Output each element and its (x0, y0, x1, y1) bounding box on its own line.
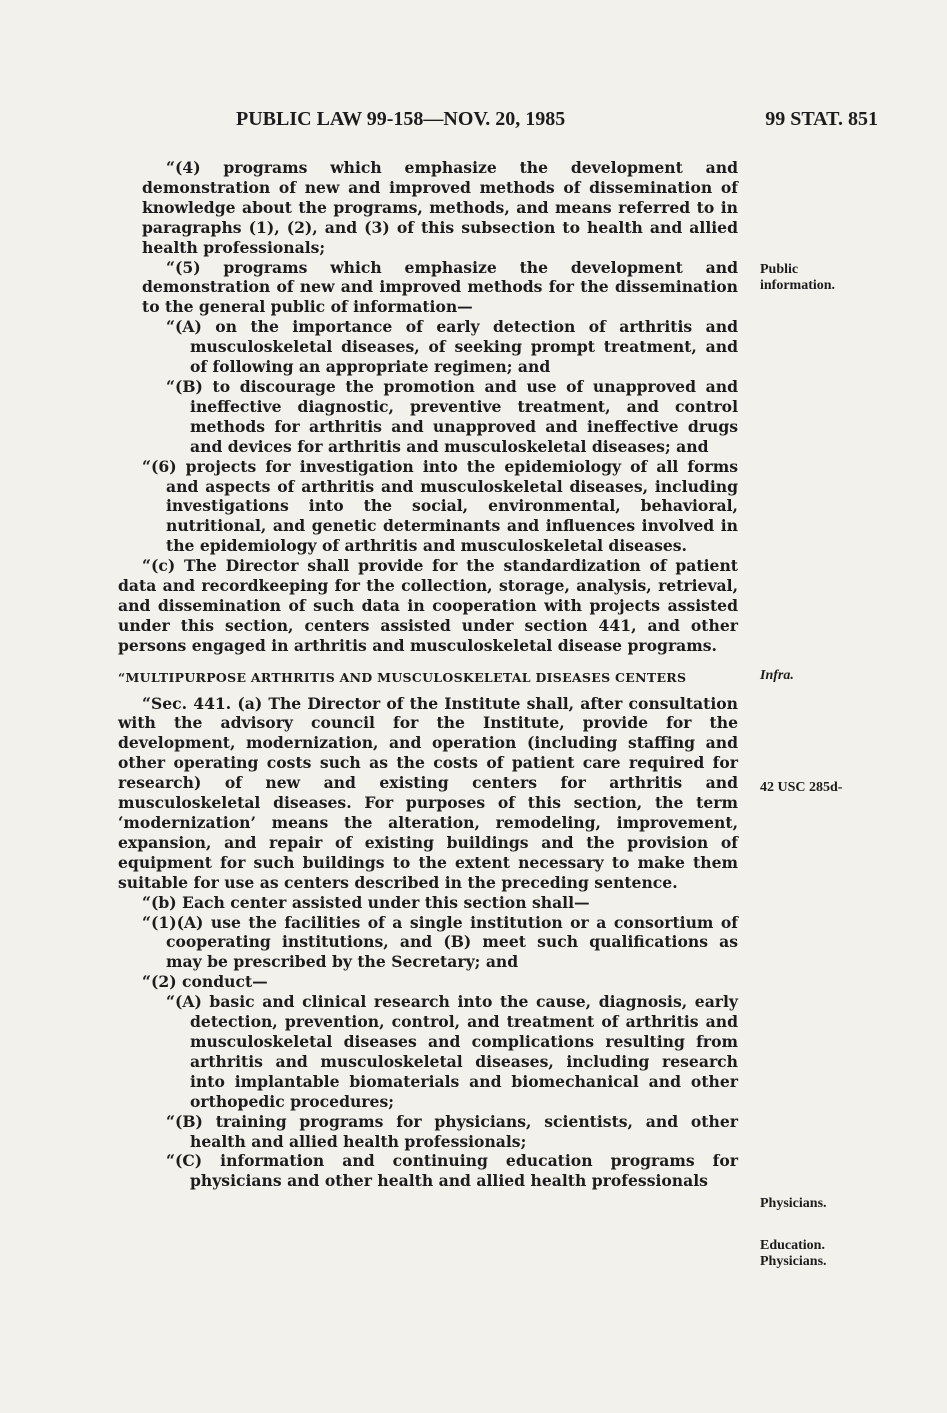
header-title: PUBLIC LAW 99-158—NOV. 20, 1985 (236, 108, 566, 130)
header-page-number: 99 STAT. 851 (765, 108, 878, 130)
section-441: “Sec. 441. (a) The Director of the Institute shall, after consultation with the advisory council for the Institute, provide for the development, modernization, and operation (including staffing and other operating costs such as the costs of patient care required for research) of new and existing centers for arthritis and musculoskeletal diseases. For purposes of this section, the term ‘modernization’ means the alteration, remodeling, improvement, expansion, and repair of existing buildings and the provision of equipment for such buildings to the extent necessary to make them suitable for use as centers described in the preceding sentence. (118, 693, 738, 892)
paragraph-4: “(4) programs which emphasize the development and demonstration of new and improved methods of dissemination of knowledge about the programs, methods, and means referred to in paragraphs (1), (2), and (3) of this subsection to health and allied health professionals; (142, 158, 738, 257)
margin-note-education: Education. Physicians. (760, 1238, 827, 1269)
paragraph-5: “(5) programs which emphasize the development and demonstration of new and improved methods for the dissemination to the general public of information— (142, 257, 738, 317)
paragraph-b1: “(1)(A) use the facilities of a single institution or a consortium of cooperating institutions, and (B) meet such qualifications as may be prescribed by the Secretary; and (142, 912, 738, 972)
paragraph-b2C: “(C) information and continuing education programs for physicians and other health and allied health professionals (166, 1151, 738, 1191)
page-header (236, 108, 878, 134)
margin-note-physicians: Physicians. (760, 1196, 827, 1211)
paragraph-5B: “(B) to discourage the promotion and use of unapproved and ineffective diagnostic, preventive treatment, and control methods for arthritis and unapproved and ineffective drugs and devices for arthritis and musculoskeletal diseases; and (166, 376, 738, 456)
margin-note-infra: Infra. (760, 668, 794, 683)
paragraph-5A: “(A) on the importance of early detection of arthritis and musculoskeletal diseases, of seeking prompt treatment, and of following an appropriate regimen; and (166, 317, 738, 377)
paragraph-6: “(6) projects for investigation into the epidemiology of all forms and aspects of arthritis and musculoskeletal diseases, including investigations into the social, environmental, behavioral, nutritional, and genetic determinants and influences involved in the epidemiology of arthritis and musculoskeletal diseases. (142, 456, 738, 556)
margin-note-public-information: Public information. (760, 262, 836, 293)
margin-note-usc: 42 USC 285d- (760, 780, 843, 795)
document-body (118, 158, 738, 1191)
section-caption: “MULTIPURPOSE ARTHRITIS AND MUSCULOSKELETAL DISEASES CENTERS (118, 669, 687, 685)
paragraph-b2B: “(B) training programs for physicians, scientists, and other health and allied health professionals; (166, 1111, 738, 1151)
paragraph-b: “(b) Each center assisted under this section shall— (142, 892, 590, 912)
paragraph-b2A: “(A) basic and clinical research into the cause, diagnosis, early detection, prevention, control, and treatment of arthritis and musculoskeletal diseases and complications resulting from arthritis and musculoskeletal diseases, including research into implantable biomaterials and biomechanical and other orthopedic procedures; (166, 992, 738, 1111)
paragraph-b2: “(2) conduct— (142, 972, 268, 992)
paragraph-c: “(c) The Director shall provide for the standardization of patient data and recordkeeping for the collection, storage, analysis, retrieval, and dissemination of such data in cooperation with projects assisted under this section, centers assisted under section 441, and other persons engaged in arthritis and musculoskeletal disease programs. (118, 556, 738, 655)
